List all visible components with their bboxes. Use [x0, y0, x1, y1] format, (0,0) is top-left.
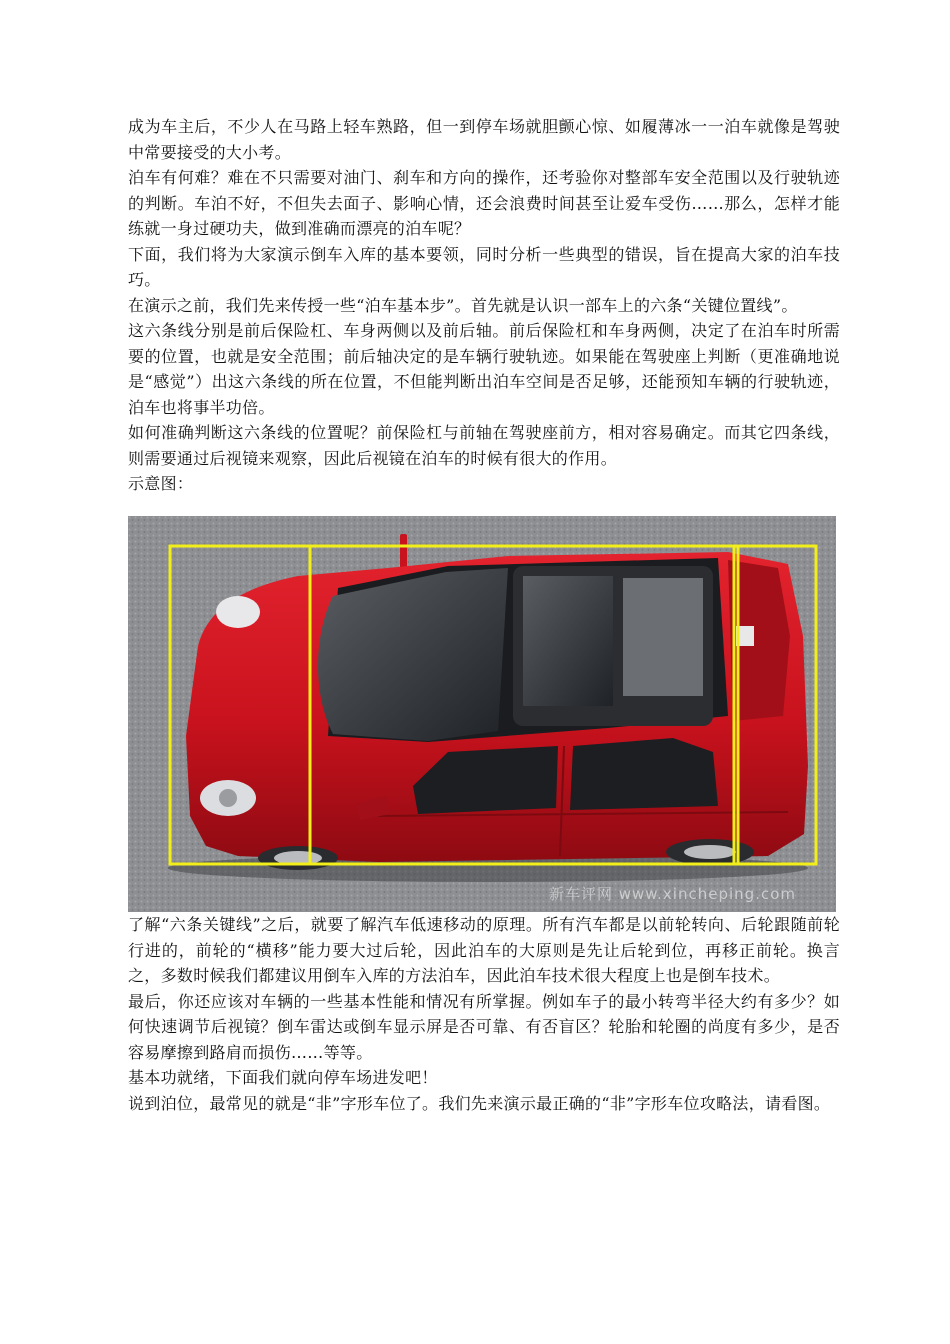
- paragraph: 说到泊位，最常见的就是“非”字形车位了。我们先来演示最正确的“非”字形车位攻略法，请看图。: [128, 1093, 831, 1113]
- paragraph: 如何准确判断这六条线的位置呢？前保险杠与前轴在驾驶座前方，相对容易确定。而其它四条线，则需要通过后视镜来观察，因此后视镜在泊车的时候有很大的作用。: [128, 423, 840, 468]
- paragraph: 成为车主后，不少人在马路上轻车熟路，但一到停车场就胆颤心惊、如履薄冰一一泊车就像是驾驶中常要接受的大小考。: [128, 117, 840, 162]
- car-headlight-front: [216, 596, 260, 628]
- car-windshield: [318, 568, 508, 741]
- paragraph: 了解“六条关键线”之后，就要了解汽车低速移动的原理。所有汽车都是以前轮转向、后轮跟随前轮行进的，前轮的“横移”能力要大过后轮，因此泊车的大原则是先让后轮到位，再移正前轮。换言之，多数时候我们都建议用倒车入库的方法泊车，因此泊车技术很大程度上也是倒车技术。: [128, 915, 840, 985]
- figure-watermark: 新车评网 www.xincheping.com: [548, 885, 796, 903]
- paragraph: 下面，我们将为大家演示倒车入库的基本要领，同时分析一些典型的错误，旨在提高大家的泊车技巧。: [128, 244, 840, 289]
- paragraph: 在演示之前，我们先来传授一些“泊车基本步”。首先就是认识一部车上的六条“关键位置线”。: [128, 295, 798, 315]
- figure-caption: 示意图：: [128, 474, 194, 493]
- text-block-bottom: [128, 912, 840, 1116]
- paragraph: 最后，你还应该对车辆的一些基本性能和情况有所掌握。例如车子的最小转弯半径大约有多少？如何快速调节后视镜？倒车雷达或倒车显示屏是否可靠、有否盲区？轮胎和轮圈的尚度有多少，是否容易摩擦到路肩而损伤……等等。: [128, 991, 840, 1062]
- car-diagram-figure: [128, 516, 836, 912]
- car-illustration: [128, 516, 836, 912]
- paragraph: 泊车有何难？难在不只需要对油门、刹车和方向的操作，还考验你对整部车安全范围以及行驶轨迹的判断。车泊不好，不但失去面子、影响心情，还会浪费时间甚至让爱车受伤……那么，怎样才能练就一身过硬功夫，做到准确而漂亮的泊车呢？: [128, 168, 840, 238]
- paragraph: 这六条线分别是前后保险杠、车身两侧以及前后轴。前后保险杠和车身两侧，决定了在泊车时所需要的位置，也就是安全范围；前后轴决定的是车辆行驶轨迹。如果能在驾驶座上判断（更准确地说是“感觉”）出这六条线的所在位置，不但能判断出泊车空间是否足够，还能预知车辆的行驶轨迹，泊车也将事半功倍。: [128, 321, 840, 417]
- text-block-top: [128, 114, 840, 497]
- car-side-window-rear: [570, 738, 718, 810]
- paragraph: 基本功就绪，下面我们就向停车场进发吧！: [128, 1068, 438, 1087]
